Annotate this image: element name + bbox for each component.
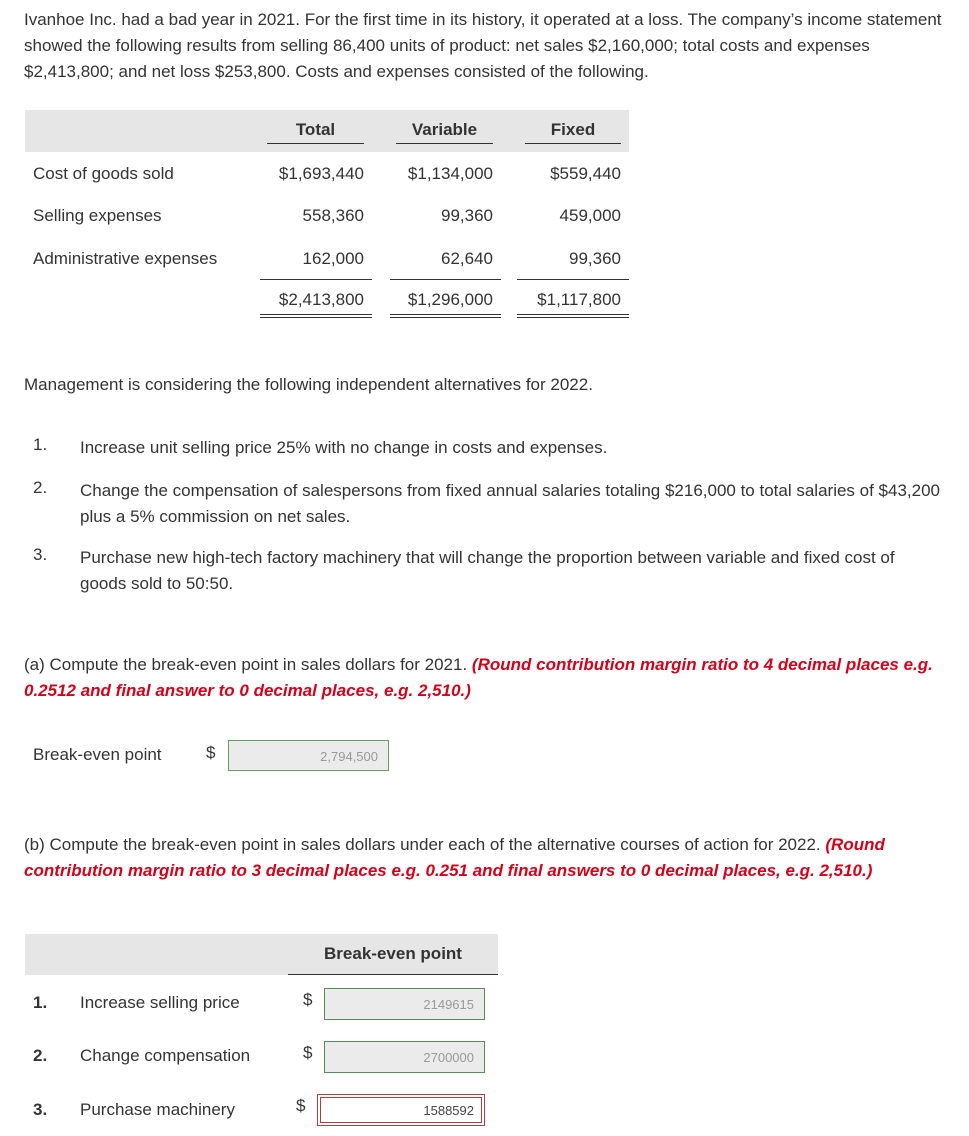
list-item: Purchase new high-tech factory machinery that will change the proportion between variable and fixed cost of goods sold to 50:50.: [80, 548, 895, 593]
row-number: 3.: [33, 1100, 48, 1119]
list-number: 1.: [33, 435, 48, 454]
total-fixed: $1,117,800: [517, 290, 629, 318]
list-number: 2.: [33, 478, 48, 497]
cell-variable: $1,134,000: [407, 164, 493, 183]
change-compensation-input[interactable]: 2700000: [324, 1041, 485, 1073]
part-a-instruction: (Round contribution margin ratio to 4 decimal places e.g. 0.2512 and final answer to 0 decimal places, e.g. 2,510.): [24, 655, 933, 700]
row-label: Cost of goods sold: [33, 164, 174, 183]
break-even-2021-input[interactable]: 2,794,500: [228, 740, 389, 771]
increase-price-input[interactable]: 2149615: [324, 988, 485, 1020]
header-fixed: Fixed: [525, 120, 621, 144]
header-variable: Variable: [396, 120, 493, 144]
currency-symbol: $: [303, 990, 313, 1009]
cell-total: $1,693,440: [278, 164, 364, 183]
total-total: $2,413,800: [260, 290, 372, 318]
cell-fixed: $559,440: [550, 164, 621, 183]
part-a-question-text: (a) Compute the break-even point in sales dollars for 2021.: [24, 655, 468, 674]
cell-fixed: 99,360: [569, 249, 621, 268]
list-item: Change the compensation of salespersons from fixed annual salaries totaling $216,000 to total salaries of $43,200 plus a 5% commission on net sales.: [80, 481, 940, 526]
row-label: Administrative expenses: [33, 249, 218, 268]
row-number: 2.: [33, 1046, 48, 1065]
header-rule: [288, 974, 498, 975]
header-break-even: Break-even point: [324, 944, 462, 963]
total-rule: [517, 279, 629, 280]
part-a-question: [24, 652, 944, 704]
list-number: 3.: [33, 545, 48, 564]
row-label: Purchase machinery: [80, 1100, 235, 1119]
total-rule: [260, 279, 372, 280]
row-label: Change compensation: [80, 1046, 251, 1065]
management-text: Management is considering the following independent alternatives for 2022.: [24, 375, 593, 394]
break-even-label: Break-even point: [33, 745, 162, 764]
row-label: Increase selling price: [80, 993, 240, 1012]
list-item: Increase unit selling price 25% with no change in costs and expenses.: [80, 438, 608, 457]
cell-variable: 62,640: [441, 249, 493, 268]
problem-intro: Ivanhoe Inc. had a bad year in 2021. For the first time in its history, it operated at a loss. The company’s income statement showed the following results from selling 86,400 units of product: net sales $2,160,000; total costs and expenses $2,413,800; and net loss $253,800. Costs and expenses consisted of the following.: [24, 10, 942, 81]
part-b-question-text: (b) Compute the break-even point in sales dollars under each of the alternative courses of action for 2022.: [24, 835, 821, 854]
header-total: Total: [267, 120, 364, 144]
part-b-instruction: (Round contribution margin ratio to 3 decimal places e.g. 0.251 and final answers to 0 decimal places, e.g. 2,510.): [24, 835, 885, 880]
cell-variable: 99,360: [441, 206, 493, 225]
part-b-question: [24, 832, 954, 884]
currency-symbol: $: [296, 1096, 306, 1115]
row-number: 1.: [33, 993, 48, 1012]
total-variable: $1,296,000: [390, 290, 501, 318]
currency-symbol: $: [303, 1043, 313, 1062]
row-label: Selling expenses: [33, 206, 162, 225]
cell-total: 162,000: [302, 249, 364, 268]
cell-fixed: 459,000: [559, 206, 621, 225]
total-rule: [390, 279, 501, 280]
currency-symbol: $: [206, 743, 216, 762]
purchase-machinery-input[interactable]: 1588592: [317, 1094, 485, 1126]
cell-total: 558,360: [302, 206, 364, 225]
